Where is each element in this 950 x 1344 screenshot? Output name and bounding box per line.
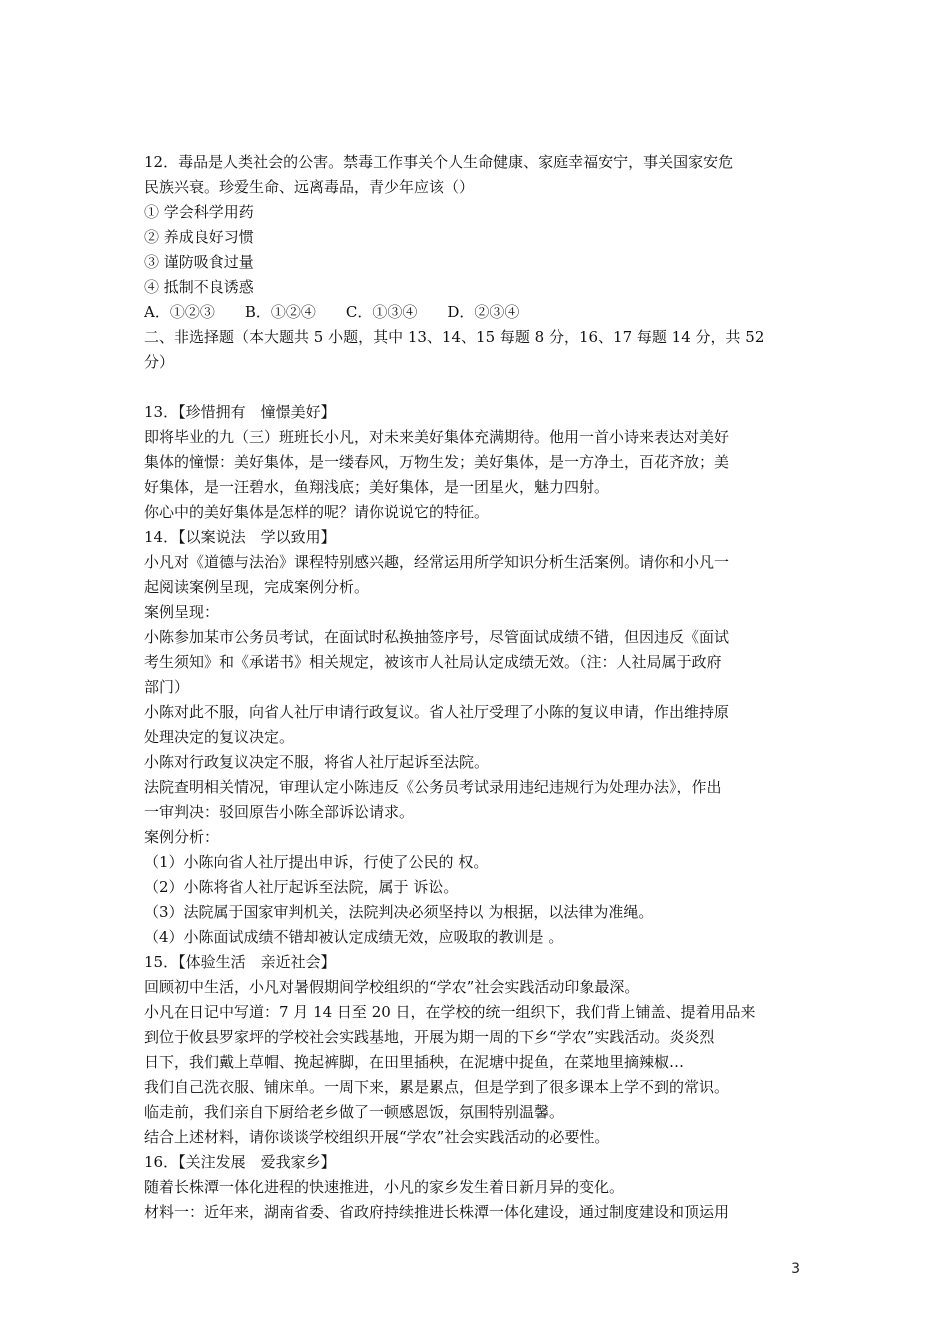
text-line: 小陈对行政复议决定不服，将省人社厅起诉至法院。 (144, 753, 490, 771)
text-line: ③ 谨防吸食过量 (144, 253, 254, 271)
text-line: 14．【以案说法 学以致用】 (144, 528, 336, 546)
text-line: ④ 抵制不良诱惑 (144, 278, 254, 296)
text-line: 小陈对此不服，向省人社厅申请行政复议。省人社厅受理了小陈的复议申请，作出维持原 (144, 703, 730, 721)
text-line: 15．【体验生活 亲近社会】 (144, 953, 336, 971)
text-line: 一审判决：驳回原告小陈全部诉讼请求。 (144, 803, 415, 821)
text-line: 起阅读案例呈现，完成案例分析。 (144, 578, 370, 596)
text-line: （2）小陈将省人社厅起诉至法院，属于 诉讼。 (144, 878, 459, 896)
text-line: ② 养成良好习惯 (144, 228, 254, 246)
text-line: 日下，我们戴上草帽、挽起裤脚，在田里插秧，在泥塘中捉鱼，在菜地里摘辣椒… (144, 1053, 685, 1071)
text-line: 到位于攸县罗家坪的学校社会实践基地，开展为期一周的下乡“学农”实践活动。炎炎烈 (144, 1028, 715, 1046)
text-line: 16．【关注发展 爱我家乡】 (144, 1153, 336, 1171)
text-line: 12．毒品是人类社会的公害。禁毒工作事关个人生命健康、家庭幸福安宁，事关国家安危 (144, 153, 734, 171)
text-line: 集体的憧憬：美好集体，是一缕春风，万物生发；美好集体，是一方净土，百花齐放；美 (144, 453, 730, 471)
text-line: 考生须知》和《承诺书》相关规定，被该市人社局认定成绩无效。（注：人社局属于政府 (144, 653, 722, 671)
text-line: 二、非选择题（本大题共 5 小题，其中 13、14、15 每题 8 分，16、17 每题 14 分，共 52 (144, 328, 765, 346)
text-line: 小凡对《道德与法治》课程特别感兴趣，经常运用所学知识分析生活案例。请你和小凡一 (144, 553, 730, 571)
text-line: A．①②③ B．①②④ C．①③④ D．②③④ (144, 303, 520, 321)
text-line: 我们自己洗衣服、铺床单。一周下来，累是累点，但是学到了很多课本上学不到的常识。 (144, 1078, 730, 1096)
text-line: 随着长株潭一体化进程的快速推进，小凡的家乡发生着日新月异的变化。 (144, 1178, 625, 1196)
page-number: 3 (791, 1261, 800, 1277)
text-line: （4）小陈面试成绩不错却被认定成绩无效，应吸取的教训是 。 (144, 928, 564, 946)
text-line: 分） (144, 353, 175, 371)
text-line: ① 学会科学用药 (144, 203, 254, 221)
text-line: 案例分析： (144, 828, 220, 846)
text-line: 回顾初中生活，小凡对暑假期间学校组织的“学农”社会实践活动印象最深。 (144, 978, 640, 996)
text-line: 小凡在日记中写道：7 月 14 日至 20 日，在学校的统一组织下，我们背上铺盖、提着用品来 (144, 1003, 756, 1021)
text-line: （1）小陈向省人社厅提出申诉，行使了公民的 权。 (144, 853, 489, 871)
text-line: 结合上述材料，请你谈谈学校组织开展“学农”社会实践活动的必要性。 (144, 1128, 610, 1146)
text-line: 好集体，是一汪碧水，鱼翔浅底；美好集体，是一团星火，魅力四射。 (144, 478, 610, 496)
text-line: 处理决定的复议决定。 (144, 728, 295, 746)
text-line: 你心中的美好集体是怎样的呢？请你说说它的特征。 (144, 503, 490, 521)
document-body (144, 150, 810, 1225)
text-line: 临走前，我们亲自下厨给老乡做了一顿感恩饭，氛围特别温馨。 (144, 1103, 565, 1121)
text-line: 材料一：近年来，湖南省委、省政府持续推进长株潭一体化建设，通过制度建设和顶运用 (144, 1203, 730, 1221)
text-line: （3）法院属于国家审判机关，法院判决必须坚持以 为根据，以法律为准绳。 (144, 903, 654, 921)
text-line: 部门） (144, 678, 190, 696)
blank-line (144, 375, 810, 400)
text-line: 即将毕业的九（三）班班长小凡，对未来美好集体充满期待。他用一首小诗来表达对美好 (144, 428, 730, 446)
text-line: 法院查明相关情况，审理认定小陈违反《公务员考试录用违纪违规行为处理办法》，作出 (144, 778, 722, 796)
text-line: 民族兴衰。珍爱生命、远离毒品，青少年应该（） (144, 178, 475, 196)
text-line: 小陈参加某市公务员考试，在面试时私换抽签序号，尽管面试成绩不错，但因违反《面试 (144, 628, 730, 646)
text-line: 13．【珍惜拥有 憧憬美好】 (144, 403, 336, 421)
text-line: 案例呈现： (144, 603, 220, 621)
